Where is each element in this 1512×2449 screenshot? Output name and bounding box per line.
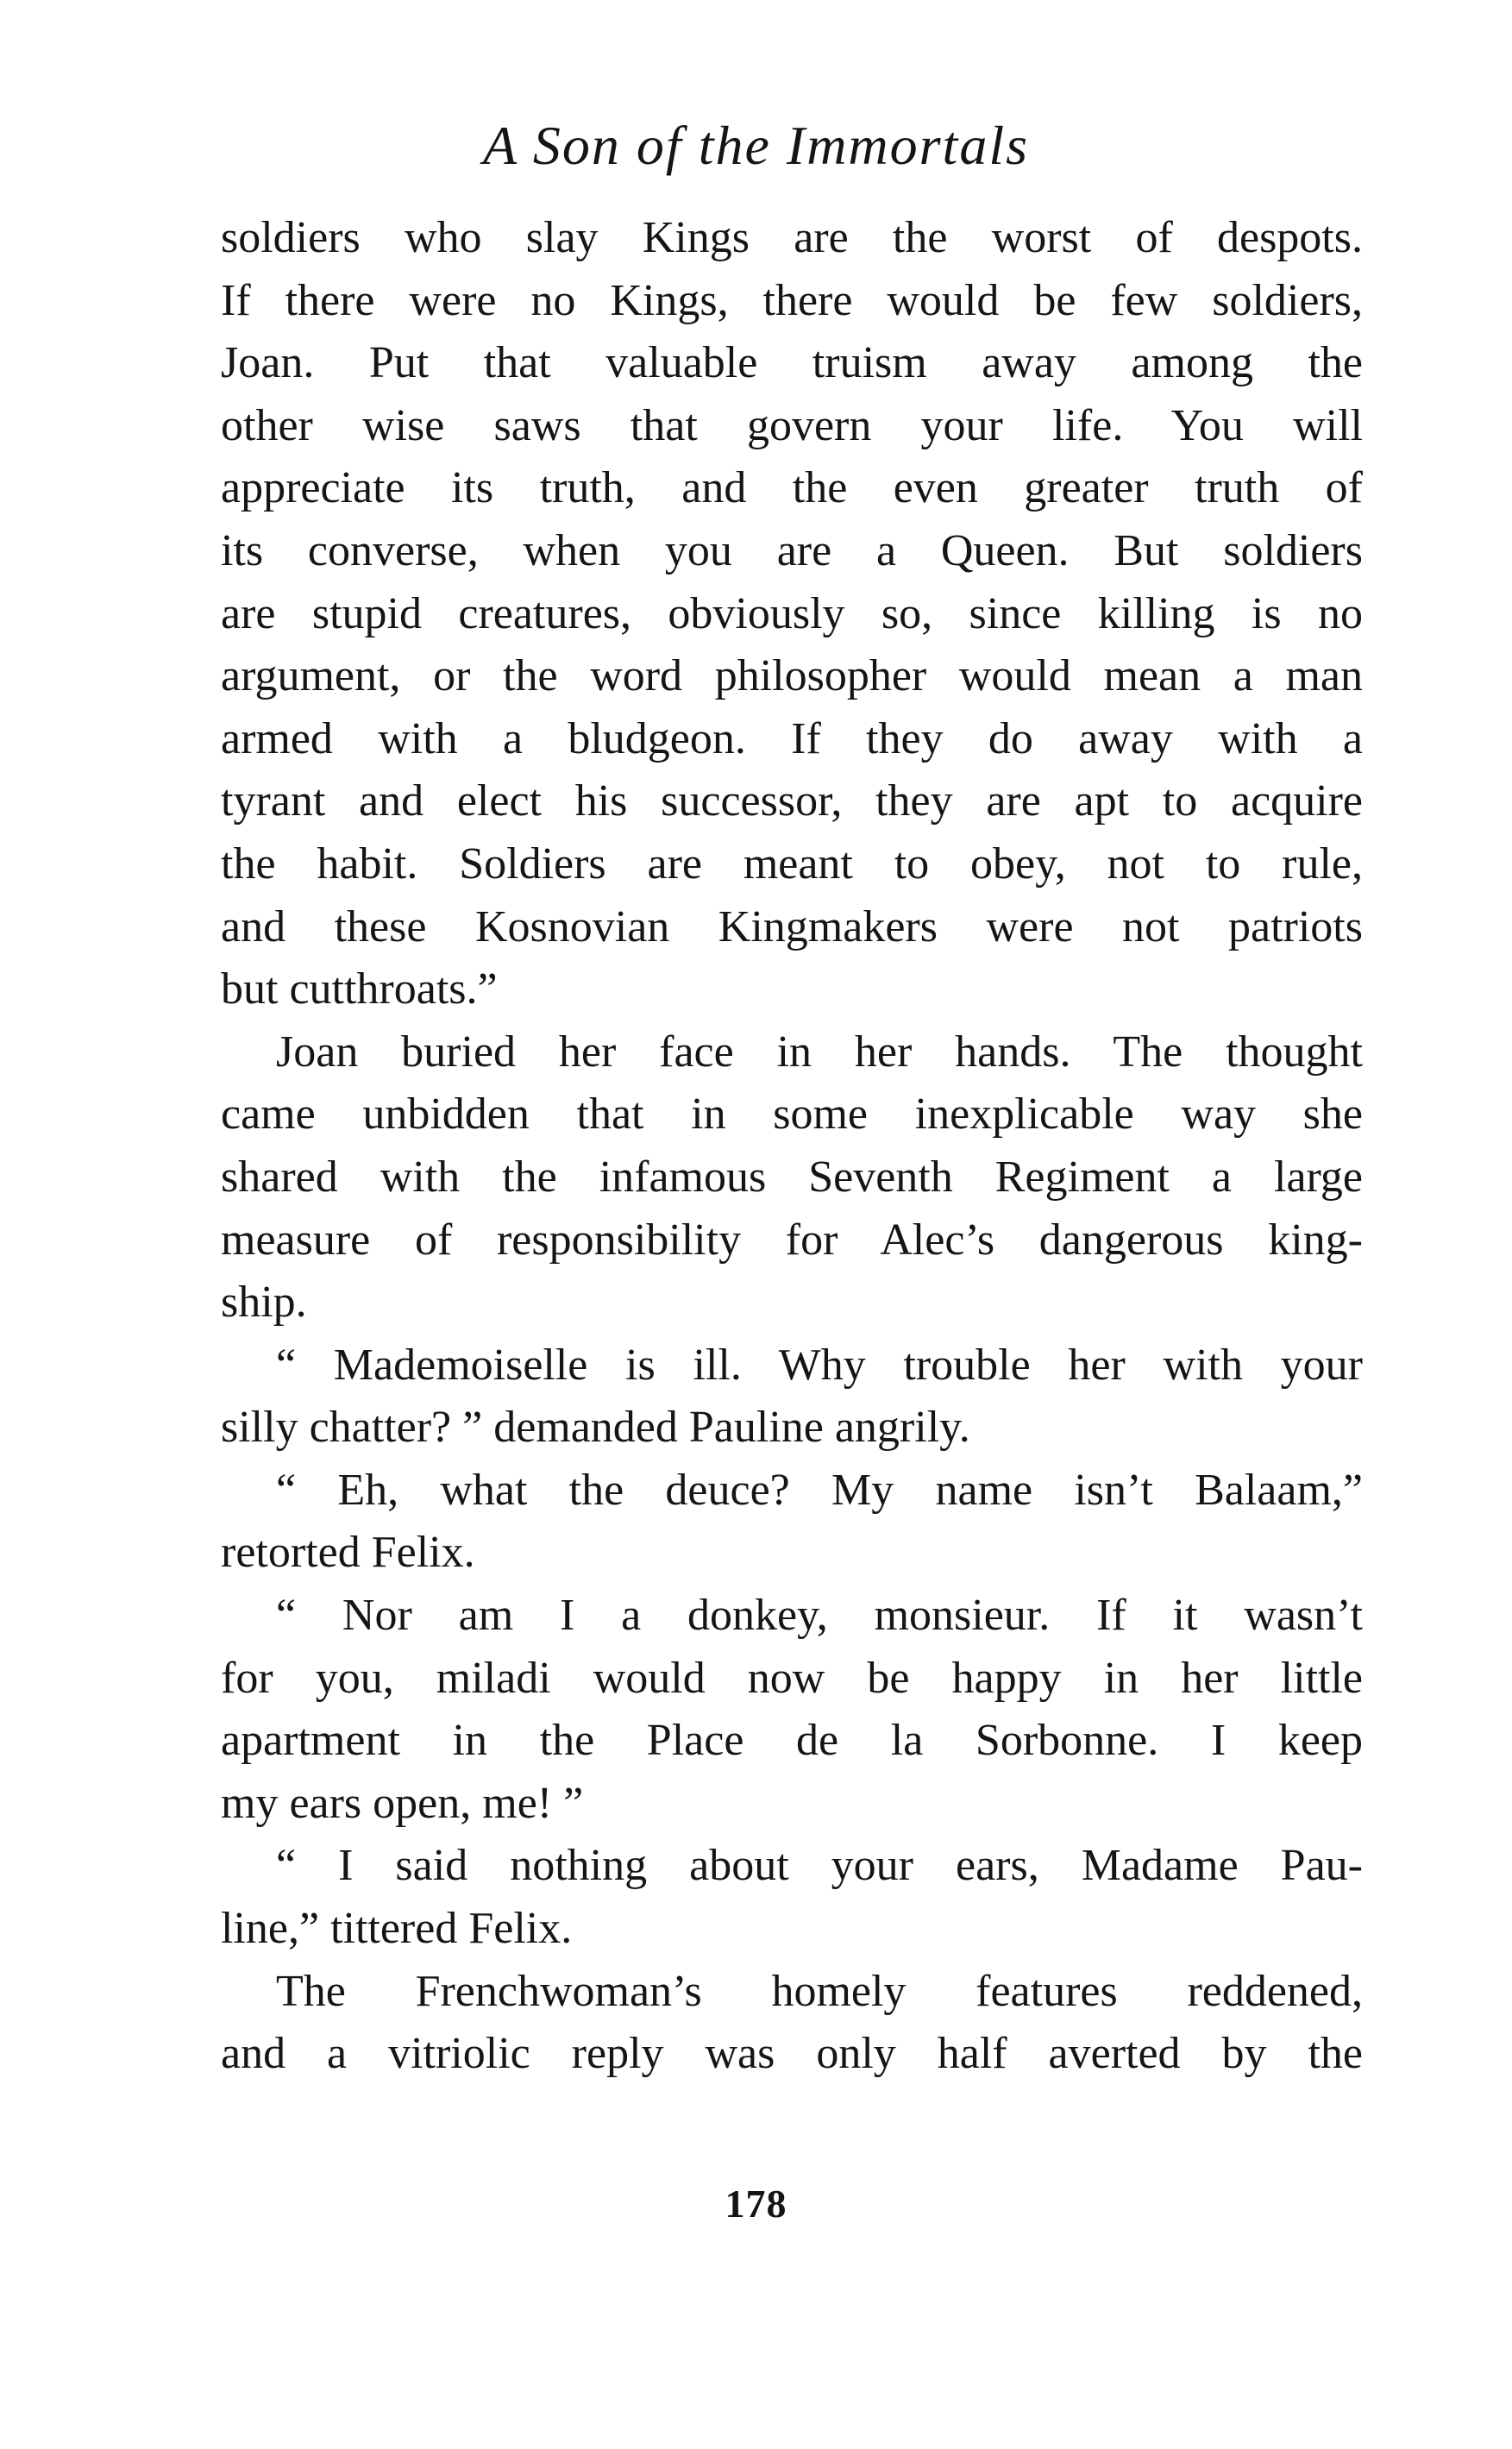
text-line: Joan. Put that valuable truism away among the — [221, 338, 1363, 388]
text-line: its converse, when you are a Queen. But soldiers — [221, 525, 1363, 575]
text-line: but cutthroats.” — [221, 964, 498, 1014]
text-line: other wise saws that govern your life. You will — [221, 400, 1363, 450]
text-line: are stupid creatures, obviously so, since killing is no — [221, 588, 1363, 638]
text-line: measure of responsibility for Alec’s dangerous king- — [221, 1215, 1363, 1265]
text-line: soldiers who slay Kings are the worst of despots. — [221, 213, 1363, 262]
text-line: argument, or the word philosopher would mean a man — [221, 651, 1363, 701]
text-line: retorted Felix. — [221, 1528, 475, 1578]
text-line: “ Eh, what the deuce? My name isn’t Balaam,” — [276, 1465, 1363, 1515]
running-title: A Son of the Immortals — [482, 115, 1030, 176]
text-line: silly chatter? ” demanded Pauline angrily. — [221, 1403, 970, 1453]
text-line: “ Nor am I a donkey, monsieur. If it wasn’t — [276, 1591, 1363, 1641]
text-line: and a vitriolic reply was only half averted by the — [221, 2029, 1363, 2079]
text-line: shared with the infamous Seventh Regiment a large — [221, 1152, 1363, 1202]
text-line: line,” tittered Felix. — [221, 1904, 573, 1954]
text-line: the habit. Soldiers are meant to obey, not to rule, — [221, 838, 1363, 889]
text-line: “ Mademoiselle is ill. Why trouble her with your — [276, 1340, 1363, 1390]
text-line: apartment in the Place de la Sorbonne. I keep — [221, 1716, 1363, 1766]
text-line: armed with a bludgeon. If they do away with a — [221, 713, 1363, 763]
page-number: 178 — [725, 2182, 787, 2226]
text-line: If there were no Kings, there would be few soldiers, — [221, 275, 1363, 325]
text-line: and these Kosnovian Kingmakers were not patriots — [221, 901, 1363, 951]
text-line: Joan buried her face in her hands. The thought — [276, 1027, 1363, 1077]
text-line: came unbidden that in some inexplicable way she — [221, 1089, 1363, 1140]
text-line: my ears open, me! ” — [221, 1778, 584, 1828]
text-line: The Frenchwoman’s homely features reddened, — [276, 1966, 1363, 2016]
text-line: “ I said nothing about your ears, Madame Pau- — [276, 1841, 1363, 1891]
body-text — [221, 207, 1363, 2086]
text-line: tyrant and elect his successor, they are apt to acquire — [221, 776, 1363, 826]
text-line: appreciate its truth, and the even greater truth of — [221, 463, 1363, 513]
text-line: for you, miladi would now be happy in her little — [221, 1653, 1363, 1703]
text-line: ship. — [221, 1278, 307, 1328]
